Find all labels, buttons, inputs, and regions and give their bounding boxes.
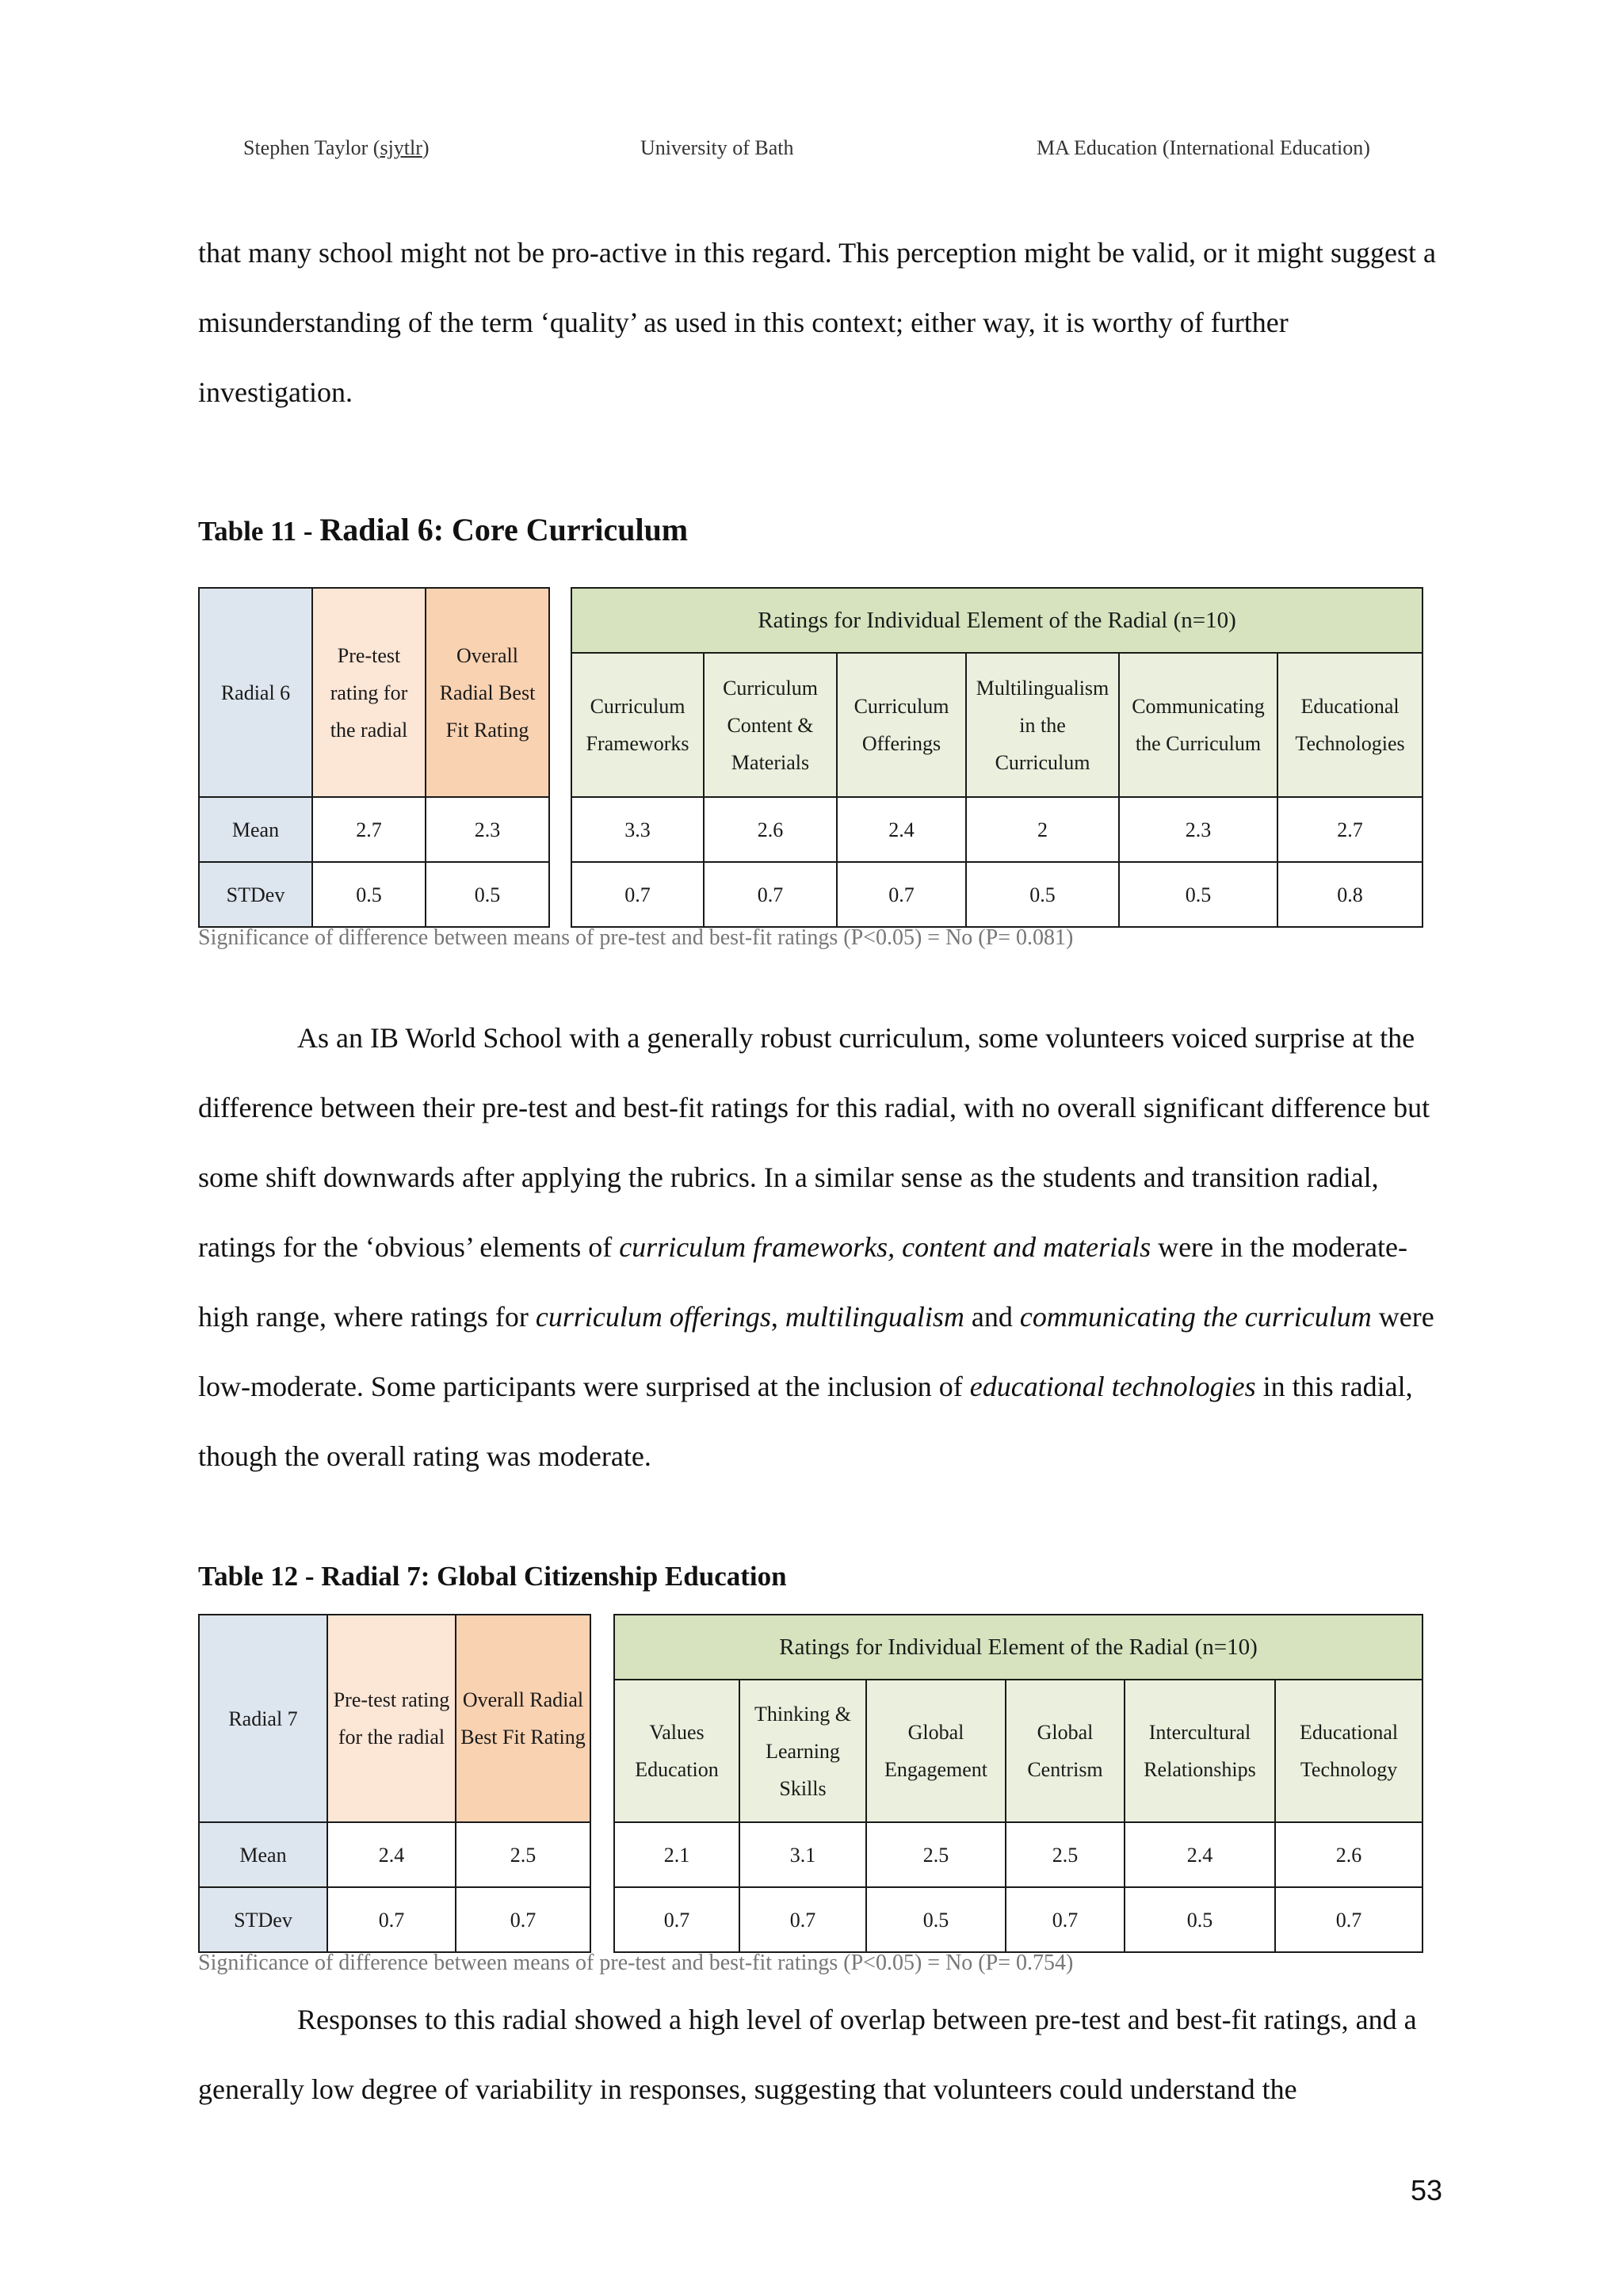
- table11-element-header: Multilingualism in the Curriculum: [966, 653, 1119, 797]
- table11-cell: 2.4: [837, 797, 966, 862]
- table11-row-label: STDev: [199, 862, 312, 927]
- table12-cell: 0.7: [739, 1887, 866, 1952]
- table11-significance: Significance of difference between means of pre-test and best-fit ratings (P<0.05) = No (P= 0.081): [198, 925, 1074, 950]
- table12-cell: 2.4: [327, 1822, 456, 1887]
- table12-significance: Significance of difference between means of pre-test and best-fit ratings (P<0.05) = No (P= 0.754): [198, 1951, 1074, 1975]
- table11-caption: Table 11 - Radial 6: Core Curriculum: [198, 512, 689, 547]
- table12-cell: 2.5: [456, 1822, 590, 1887]
- intro-paragraph: that many school might not be pro-active in this regard. This perception might be valid, or it might suggest a misunderstanding of the term ‘quality’ as used in this context; either way, it is worthy of further investigation.: [198, 237, 1437, 408]
- table12-cell: 0.7: [1006, 1887, 1125, 1952]
- table12-cell: 0.7: [614, 1887, 739, 1952]
- table12-element-header: Global Centrism: [1006, 1680, 1125, 1822]
- closing-paragraph: Responses to this radial showed a high level of overlap between pre-test and best-fit ratings, and a generally low degree of variability in responses, suggesting that volunteers could understand the: [198, 2004, 1417, 2105]
- table12-radial-label: Radial 7: [199, 1615, 327, 1822]
- table12-row-label: STDev: [199, 1887, 327, 1952]
- table12-cell: 2.4: [1125, 1822, 1275, 1887]
- discussion-paragraph: As an IB World School with a generally robust curriculum, some volunteers voiced surprise at the difference between their pre-test and best-fit ratings for this radial, with no overall significant difference but some shift downwards after applying the rubrics. In a similar sense as the students and transition radial, ratings for the ‘obvious’ elements of curriculum frameworks, content and materials were in the moderate-high range, where ratings for curriculum offerings, multilingualism and communicating the curriculum were low-moderate. Some participants were surprised at the inclusion of educational technologies in this radial, though the overall rating was moderate.: [198, 1022, 1434, 1472]
- table12-cell: 2.5: [1006, 1822, 1125, 1887]
- table11-cell: 2.3: [426, 797, 549, 862]
- table12-cell: 2.1: [614, 1822, 739, 1887]
- table12-cell: 2.6: [1275, 1822, 1423, 1887]
- table11-right: [571, 587, 1423, 928]
- table12-cell: 3.1: [739, 1822, 866, 1887]
- table11-element-header: Curriculum Frameworks: [571, 653, 704, 797]
- table11-element-header: Curriculum Content & Materials: [704, 653, 837, 797]
- table12-cell: 0.5: [866, 1887, 1006, 1952]
- table12-cell: 0.5: [1125, 1887, 1275, 1952]
- table12-element-header: Thinking & Learning Skills: [739, 1680, 866, 1822]
- table12-element-header: Educational Technology: [1275, 1680, 1423, 1822]
- table12-right: [613, 1614, 1423, 1953]
- table12-element-header: Global Engagement: [866, 1680, 1006, 1822]
- table11-cell: 0.7: [571, 862, 704, 927]
- table11-cell: 0.5: [966, 862, 1119, 927]
- table12-cell: 0.7: [1275, 1887, 1423, 1952]
- table12-left: [198, 1614, 591, 1953]
- table12-pretest-header: Pre-test rating for the radial: [327, 1615, 456, 1822]
- table12-cell: 0.7: [327, 1887, 456, 1952]
- table12-element-header: Values Education: [614, 1680, 739, 1822]
- table11-cell: 0.8: [1277, 862, 1423, 927]
- running-header-institution: University of Bath: [640, 136, 794, 159]
- table12-row-label: Mean: [199, 1822, 327, 1887]
- table12-caption: Table 12 - Radial 7: Global Citizenship Education: [198, 1561, 787, 1592]
- table12-group-header: Ratings for Individual Element of the Radial (n=10): [614, 1615, 1423, 1680]
- table11-radial-label: Radial 6: [199, 588, 312, 797]
- table11-cell: 0.5: [1119, 862, 1277, 927]
- running-header-author: Stephen Taylor (sjytlr): [243, 136, 430, 159]
- table11-group-header: Ratings for Individual Element of the Radial (n=10): [571, 588, 1423, 653]
- table12-overall-header: Overall Radial Best Fit Rating: [456, 1615, 590, 1822]
- table11-cell: 2: [966, 797, 1119, 862]
- author-id-link[interactable]: sjytlr: [380, 136, 422, 159]
- running-header-program: MA Education (International Education): [1037, 136, 1370, 159]
- table11-cell: 2.7: [1277, 797, 1423, 862]
- table11-left: [198, 587, 550, 928]
- table11-cell: 0.7: [704, 862, 837, 927]
- table11-element-header: Curriculum Offerings: [837, 653, 966, 797]
- table11-overall-header: Overall Radial Best Fit Rating: [426, 588, 549, 797]
- table11-cell: 0.5: [312, 862, 426, 927]
- table11-cell: 2.6: [704, 797, 837, 862]
- table11-element-header: Communicating the Curriculum: [1119, 653, 1277, 797]
- table12-element-header: Intercultural Relationships: [1125, 1680, 1275, 1822]
- page-number: 53: [1410, 2174, 1442, 2206]
- table11-element-header: Educational Technologies: [1277, 653, 1423, 797]
- table11-pretest-header: Pre-test rating for the radial: [312, 588, 426, 797]
- table11-cell: 0.5: [426, 862, 549, 927]
- table11-cell: 0.7: [837, 862, 966, 927]
- table11-cell: 3.3: [571, 797, 704, 862]
- table12-cell: 2.5: [866, 1822, 1006, 1887]
- table11-row-label: Mean: [199, 797, 312, 862]
- table11-cell: 2.3: [1119, 797, 1277, 862]
- table11-cell: 2.7: [312, 797, 426, 862]
- table12-cell: 0.7: [456, 1887, 590, 1952]
